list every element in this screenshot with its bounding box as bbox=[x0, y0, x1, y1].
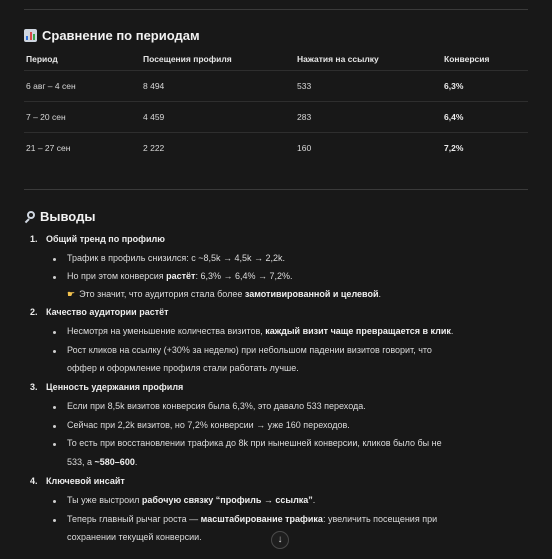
list-number: 1. bbox=[30, 234, 38, 244]
list-item: Ты уже выстроил рабочую связку “профиль → ссылка”. bbox=[67, 495, 316, 505]
column-header-period: Период bbox=[24, 48, 141, 71]
list-item: Теперь главный рычаг роста — масштабирование трафика: увеличить посещения при bbox=[67, 514, 438, 524]
column-header-visits: Посещения профиля bbox=[141, 48, 295, 71]
pointing-hand-icon: ☛ bbox=[67, 289, 76, 299]
list-heading: Общий тренд по профилю bbox=[46, 234, 165, 244]
table-header-row bbox=[24, 48, 528, 71]
cell-period: 21 – 27 сен bbox=[26, 143, 71, 153]
list-note: ☛ Это значит, что аудитория стала более замотивированной и целевой. bbox=[67, 289, 382, 299]
cell-period: 6 авг – 4 сен bbox=[24, 71, 141, 102]
comparison-table bbox=[24, 48, 528, 163]
conclusions-heading bbox=[24, 209, 95, 224]
list-item: Если при 8,5k визитов конверсия была 6,3%, это давало 533 перехода. bbox=[67, 401, 366, 411]
list-item-continuation: сохранении текущей конверсии. bbox=[67, 532, 202, 542]
cell-visits: 8 494 bbox=[141, 71, 295, 102]
list-number: 2. bbox=[30, 307, 38, 317]
bullet bbox=[53, 519, 56, 522]
bullet bbox=[53, 425, 56, 428]
list-item: То есть при восстановлении трафика до 8k при нынешней конверсии, кликов было бы не bbox=[67, 438, 442, 448]
cell-conversion: 7,2% bbox=[444, 143, 464, 153]
list-heading: Ключевой инсайт bbox=[46, 476, 125, 486]
bullet bbox=[53, 276, 56, 279]
bar-chart-icon bbox=[24, 29, 37, 42]
list-number: 3. bbox=[30, 382, 38, 392]
scroll-down-button[interactable] bbox=[271, 531, 289, 549]
bullet bbox=[53, 350, 56, 353]
cell-conversion: 6,3% bbox=[442, 71, 528, 102]
bullet bbox=[53, 443, 56, 446]
bullet bbox=[53, 258, 56, 261]
list-heading: Качество аудитории растёт bbox=[46, 307, 169, 317]
list-heading: Ценность удержания профиля bbox=[46, 382, 184, 392]
list-item-continuation: 533, а ~580–600. bbox=[67, 457, 138, 467]
list-item: Сейчас при 2,2k визитов, но 7,2% конверсии → уже 160 переходов. bbox=[67, 420, 350, 430]
column-header-clicks: Нажатия на ссылку bbox=[295, 48, 442, 71]
list-item: Но при этом конверсия растёт: 6,3% → 6,4% → 7,2%. bbox=[67, 271, 293, 281]
cell-clicks: 533 bbox=[295, 71, 442, 102]
table-row bbox=[24, 71, 528, 102]
comparison-heading bbox=[24, 28, 200, 43]
cell-visits: 4 459 bbox=[141, 102, 295, 133]
bullet bbox=[53, 406, 56, 409]
arrow-down-icon: ↓ bbox=[277, 534, 283, 545]
cell-clicks: 283 bbox=[295, 102, 442, 133]
conclusions-title: Выводы bbox=[40, 209, 96, 224]
magnifier-icon bbox=[24, 211, 35, 222]
column-header-conversion: Конверсия bbox=[442, 48, 528, 71]
cell-visits: 2 222 bbox=[143, 143, 165, 153]
list-item: Трафик в профиль снизился: с ~8,5k → 4,5k → 2,2k. bbox=[67, 253, 285, 263]
bullet bbox=[53, 331, 56, 334]
comparison-title: Сравнение по периодам bbox=[42, 28, 200, 43]
list-item: Несмотря на уменьшение количества визитов, каждый визит чаще превращается в клик. bbox=[67, 326, 454, 336]
divider bbox=[24, 189, 528, 190]
table-row bbox=[24, 102, 528, 133]
cell-conversion: 6,4% bbox=[442, 102, 528, 133]
cell-clicks: 160 bbox=[297, 143, 312, 153]
bullet bbox=[53, 500, 56, 503]
table-row bbox=[24, 133, 528, 164]
divider bbox=[24, 9, 528, 10]
list-item-continuation: оффер и оформление профиля стали работать лучше. bbox=[67, 363, 299, 373]
cell-period: 7 – 20 сен bbox=[24, 102, 141, 133]
list-item: Рост кликов на ссылку (+30% за неделю) при небольшом падении визитов говорит, что bbox=[67, 345, 432, 355]
list-number: 4. bbox=[30, 476, 38, 486]
